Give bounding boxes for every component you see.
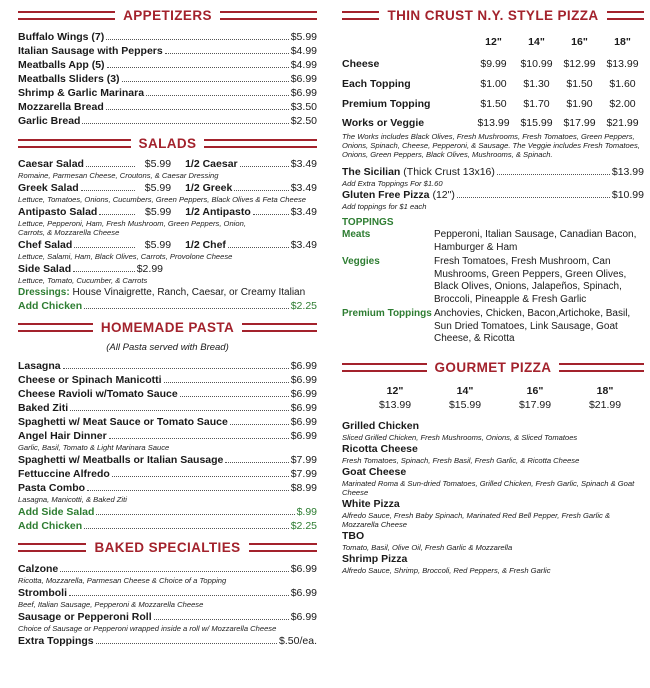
- sicilian-pizza: The Sicilian (Thick Crust 13x16) $13.99: [342, 166, 644, 178]
- salads-list: [18, 157, 317, 313]
- menu-item: Italian Sausage with Peppers $4.99: [18, 45, 317, 57]
- item-description: Garlic, Basil, Tomato & Light Marinara Sauce: [18, 443, 170, 452]
- toppings-group: Veggies Fresh Tomatoes, Fresh Mushroom, Can Mushrooms, Green Peppers, Green Olives, Black Olives, Onions, Jalapeños, Spinach, Broccoli, Pineapple & Fresh Garlic: [342, 256, 627, 305]
- add-chicken: Add Chicken $2.25: [18, 300, 317, 312]
- menu-item: Meatballs App (5) $4.99: [18, 59, 317, 71]
- menu-item: Fettuccine Alfredo $7.99: [18, 468, 317, 480]
- gluten-note: Add toppings for $1 each: [342, 202, 427, 211]
- menu-item: Buffalo Wings (7) $5.99: [18, 31, 317, 43]
- baked-list: [18, 562, 317, 648]
- item-description: Alfredo Sauce, Shrimp, Broccoli, Red Peppers, & Fresh Garlic: [342, 565, 551, 575]
- gourmet-item-name: TBO: [342, 529, 365, 542]
- menu-item: Meatballs Sliders (3) $6.99: [18, 73, 317, 85]
- salad-item: Antipasto Salad $5.99 1/2 Antipasto $3.49: [18, 206, 317, 218]
- menu-item: Mozzarella Bread $3.50: [18, 101, 317, 113]
- gourmet-item-name: White Pizza: [342, 497, 400, 510]
- gluten-free-pizza: Gluten Free Pizza (12") $10.99: [342, 189, 644, 201]
- item-description: Lettuce, Tomato, Cucumber, & Carrots: [18, 276, 148, 285]
- toppings-group: Premium Toppings Anchovies, Chicken, Bacon,Artichoke, Basil, Sun Dried Tomatoes, Link Sausage, Goat Cheese, & Ricotta: [342, 308, 631, 344]
- menu-item: Angel Hair Dinner $6.99: [18, 430, 317, 442]
- item-description: Lettuce, Tomatoes, Onions, Cucumbers, Green Peppers, Black Olives & Feta Cheese: [18, 195, 306, 204]
- appetizers-title: APPETIZERS: [18, 6, 317, 26]
- menu-item: Baked Ziti $6.99: [18, 402, 317, 414]
- item-description: Marinated Roma & Sun-dried Tomatoes, Grilled Chicken, Fresh Garlic, Spinach & Goat Cheese: [342, 478, 635, 497]
- item-description: Ricotta, Mozzarella, Parmesan Cheese & Choice of a Topping: [18, 576, 227, 585]
- side-salad: Side Salad $2.99: [18, 263, 163, 275]
- salad-item: Greek Salad $5.99 1/2 Greek $3.49: [18, 182, 317, 194]
- menu-item: Stromboli $6.99: [18, 587, 317, 599]
- gourmet-item-name: Goat Cheese: [342, 465, 407, 478]
- dressings: Dressings: House Vinaigrette, Ranch, Caesar, or Creamy Italian: [18, 287, 306, 298]
- item-description: Fresh Tomatoes, Spinach, Fresh Basil, Fresh Garlic, & Ricotta Cheese: [342, 455, 580, 465]
- add-chicken: Add Chicken $2.25: [18, 520, 317, 532]
- appetizers-list: [18, 30, 317, 128]
- menu-item: Cheese Ravioli w/Tomato Sauce $6.99: [18, 388, 317, 400]
- pasta-list: [18, 359, 317, 533]
- menu-item: Cheese or Spinach Manicotti $6.99: [18, 374, 317, 386]
- item-description: Lettuce, Pepperoni, Ham, Fresh Mushroom, Green Peppers, Onion, Carrots, & Mozzarella Cheese: [18, 219, 246, 237]
- menu-item: Pasta Combo $8.99: [18, 482, 317, 494]
- sicilian-note: Add Extra Toppings For $1.60: [342, 179, 443, 188]
- pizza-size-header: 12" 14" 16" 18": [485, 36, 631, 48]
- gourmet-item-name: Grilled Chicken: [342, 419, 420, 432]
- pizza-price-row: Premium Topping $1.50 $1.70 $1.90 $2.00: [342, 98, 636, 110]
- item-description: Lettuce, Salami, Ham, Black Olives, Carrots, Provolone Cheese: [18, 252, 233, 261]
- pasta-title: HOMEMADE PASTA: [18, 318, 317, 338]
- gourmet-title: GOURMET PIZZA: [342, 358, 644, 378]
- pizza-price-row: Each Topping $1.00 $1.30 $1.50 $1.60: [342, 78, 636, 90]
- gourmet-item-name: Ricotta Cheese: [342, 442, 418, 455]
- toppings-group: Meats Pepperoni, Italian Sausage, Canadian Bacon, Hamburger & Ham: [342, 229, 637, 253]
- works-note: The Works includes Black Olives, Fresh Mushrooms, Fresh Tomatoes, Green Peppers, Onions, Spinach, Cheese, Pepperoni, & Sausage. The Veggie includes Fresh Tomatoes, Onions, Green Peppers, Black Olives, Mushrooms, & Spinach.: [342, 132, 640, 159]
- menu-item: Spaghetti w/ Meat Sauce or Tomato Sauce $6.99: [18, 416, 317, 428]
- item-description: Alfredo Sauce, Fresh Baby Spinach, Marinated Red Bell Pepper, Fresh Garlic & Mozzarella Cheese: [342, 510, 611, 529]
- gourmet-size-header: 12" 14" 16" 18": [386, 384, 614, 397]
- toppings-title: TOPPINGS: [342, 217, 394, 228]
- pizza-price-row: Cheese $9.99 $10.99 $12.99 $13.99: [342, 58, 639, 70]
- baked-title: BAKED SPECIALTIES: [18, 538, 317, 558]
- item-description: Beef, Italian Sausage, Pepperoni & Mozzarella Cheese: [18, 600, 204, 609]
- gourmet-price-row: $13.99 $15.99 $17.99 $21.99: [378, 398, 622, 411]
- menu-item: Garlic Bread $2.50: [18, 115, 317, 127]
- left-column: [18, 0, 317, 648]
- add-side-salad: Add Side Salad $.99: [18, 506, 317, 518]
- menu-item: Lasagna $6.99: [18, 360, 317, 372]
- salads-title: SALADS: [18, 134, 317, 154]
- item-description: Tomato, Basil, Olive Oil, Fresh Garlic & Mozzarella: [342, 542, 513, 552]
- salad-item: Caesar Salad $5.99 1/2 Caesar $3.49: [18, 158, 318, 170]
- menu-item: Spaghetti w/ Meatballs or Italian Sausage $7.99: [18, 454, 317, 466]
- pasta-note: (All Pasta served with Bread): [106, 342, 229, 353]
- menu-item: Shrimp & Garlic Marinara $6.99: [18, 87, 317, 99]
- item-description: Lasagna, Manicotti, & Baked Ziti: [18, 495, 127, 504]
- right-column: [342, 0, 644, 575]
- ny-pizza-title: THIN CRUST N.Y. STYLE PIZZA: [342, 6, 644, 26]
- item-description: Romaine, Parmesan Cheese, Croutons, & Caesar Dressing: [18, 171, 219, 180]
- menu-item: Calzone $6.99: [18, 563, 317, 575]
- gourmet-list: [342, 420, 644, 575]
- item-description: Choice of Sausage or Pepperoni wrapped inside a roll w/ Mozzarella Cheese: [18, 624, 277, 633]
- extra-toppings: Extra Toppings $.50/ea.: [18, 635, 317, 647]
- gourmet-item-name: Shrimp Pizza: [342, 552, 408, 565]
- salad-item: Chef Salad $5.99 1/2 Chef $3.49: [18, 239, 317, 251]
- item-description: Sliced Grilled Chicken, Fresh Mushrooms, Onions, & Sliced Tomatoes: [342, 432, 578, 442]
- menu-item: Sausage or Pepperoni Roll $6.99: [18, 611, 317, 623]
- pizza-price-row: Works or Veggie $13.99 $15.99 $17.99 $21.99: [342, 117, 639, 129]
